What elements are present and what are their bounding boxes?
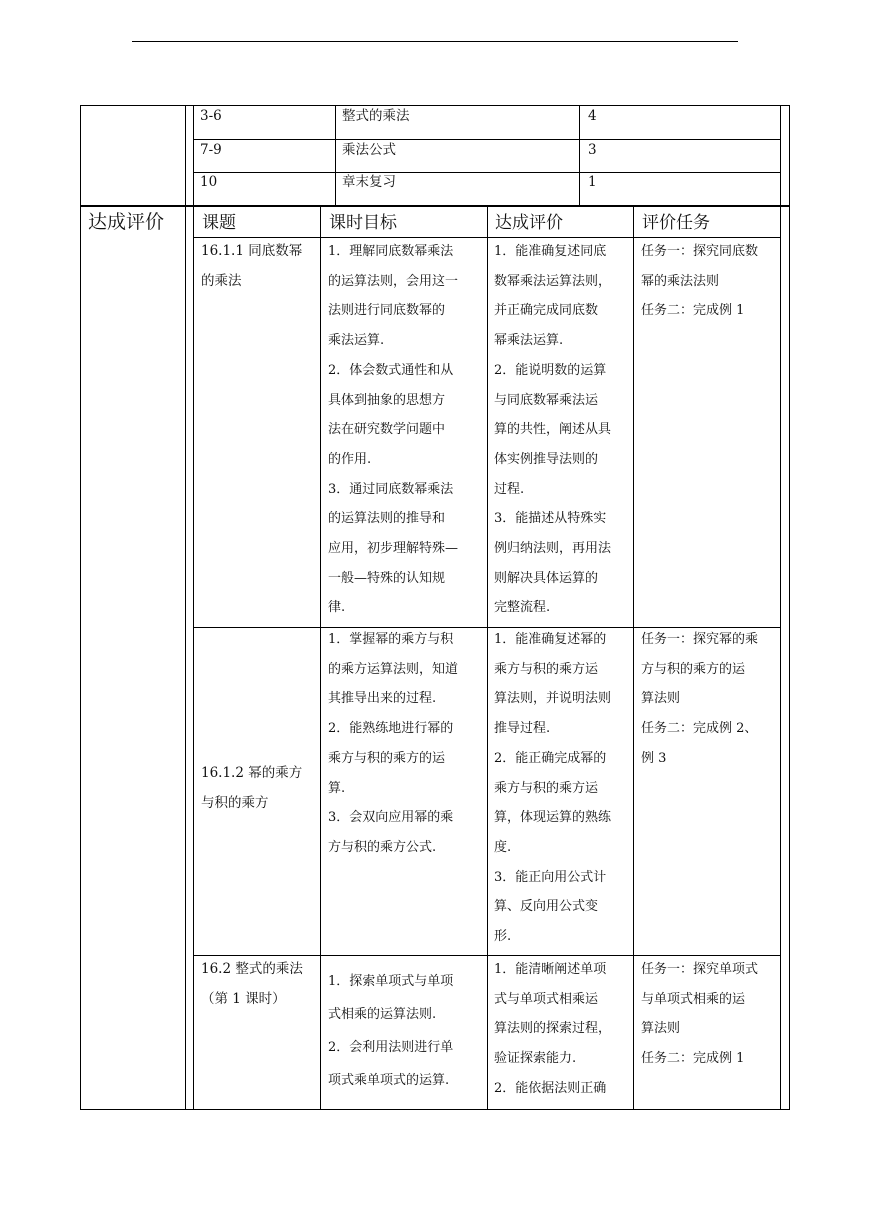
schedule-hours: 1 [588,174,597,190]
table-vline [193,105,194,1110]
cell-line: 3．能描述从特殊实 [494,511,607,527]
cell-line: 16.1.1 同底数幂 [201,243,303,259]
table-hline [193,172,780,173]
cell-line: 其推导出来的过程. [328,691,437,707]
cell-line: 算法则，并说明法则 [494,691,612,707]
schedule-hours: 3 [588,142,597,158]
cell-line: 并正确完成同底数 [494,303,599,319]
cell-line: 1．能准确复述幂的 [494,632,607,647]
goals-cell [328,625,458,863]
cell-line: 数幂乘法运算法则， [494,273,612,289]
cell-line: 的乘法 [201,272,242,289]
cell-line: 2．能说明数的运算 [494,362,607,378]
cell-line: 任务一：探究同底数 [641,244,759,259]
cell-line: 16.1.2 幂的乘方 [201,765,303,781]
schedule-topic: 章末复习 [342,174,396,190]
cell-line: 1．掌握幂的乘方与积 [328,632,454,647]
cell-line: 1．理解同底数幂乘法 [328,244,454,259]
cell-line: 与积的乘方 [201,794,269,811]
cell-line: 过程. [494,481,525,497]
cell-line: 形. [494,929,512,945]
table-vline [320,205,321,1110]
cell-line: 乘方与积的乘方的运 [328,750,446,766]
cell-line: 式与单项式相乘运 [494,991,599,1007]
cell-line: 16.2 整式的乘法 [201,961,303,977]
cell-line: 方与积的乘方公式. [328,839,437,855]
table-vline [780,205,781,1110]
cell-line: （第 1 课时） [201,990,286,1007]
cell-line: 方与积的乘方的运 [641,661,746,677]
cell-line: 算法则的探索过程， [494,1021,612,1037]
section-label: 达成评价 [88,211,165,233]
goals-cell [328,965,453,1097]
cell-line: 应用，初步理解特殊— [328,541,459,557]
cell-line: 任务一：探究幂的乘 [641,632,759,647]
cell-line: 2．能依据法则正确 [494,1080,607,1096]
cell-line: 推导过程. [494,721,551,737]
cell-line: 算法则 [641,1021,681,1037]
cell-line: 3．通过同底数幂乘法 [328,481,454,497]
cell-line: 的运算法则，会用这一 [328,273,459,289]
schedule-period: 10 [200,174,218,190]
table-hline [80,205,790,207]
schedule-topic: 乘法公式 [342,142,396,158]
evaluation-cell [494,237,611,623]
cell-line: 一般—特殊的认知规 [328,570,446,586]
cell-line: 完整流程. [494,600,551,616]
cell-line: 幂乘法运算. [494,333,564,349]
cell-line: 与同底数幂乘法运 [494,392,599,408]
cell-line: 例 3 [641,750,667,766]
header-rule [132,41,738,42]
cell-line: 乘方与积的乘方运 [494,661,599,677]
cell-line: 任务二：完成例 1 [641,1051,745,1067]
cell-line: 3．能正向用公式计 [494,869,607,885]
cell-line: 与单项式相乘的运 [641,991,746,1007]
table-hline [193,139,780,140]
evaluation-cell [494,955,611,1104]
column-header: 评价任务 [642,213,710,233]
cell-line: 的乘方运算法则，知道 [328,661,459,677]
cell-line: 算法则 [641,691,681,707]
table-vline [780,105,781,205]
column-header: 课题 [202,213,236,233]
cell-line: 算的共性，阐述从具 [494,422,612,438]
cell-line: 任务二：完成例 2、 [641,721,758,737]
cell-line: 度. [494,839,512,855]
cell-line: 验证探索能力. [494,1051,577,1067]
column-header: 达成评价 [495,213,563,233]
schedule-period: 3-6 [200,108,222,124]
schedule-topic: 整式的乘法 [342,108,410,124]
cell-line: 1．能清晰阐述单项 [494,962,607,977]
goals-cell [328,237,458,623]
cell-line: 任务二：完成例 1 [641,303,745,319]
cell-line: 具体到抽象的思想方 [328,392,446,408]
cell-line: 算，体现运算的熟练 [494,810,612,826]
table-vline [335,105,336,205]
table-vline [487,205,488,1110]
cell-line: 1．探索单项式与单项 [328,974,454,989]
table-vline [185,105,186,1110]
lesson-cell [201,237,302,296]
cell-line: 算、反向用公式变 [494,899,599,915]
cell-line: 则解决具体运算的 [494,570,599,586]
cell-line: 项式乘单项式的运算. [328,1073,450,1088]
cell-line: 幂的乘法法则 [641,273,720,289]
cell-line: 2．能正确完成幂的 [494,750,607,766]
cell-line: 算. [328,780,346,796]
lesson-cell [201,759,302,818]
cell-line: 2．体会数式通性和从 [328,362,454,378]
lesson-cell [201,955,303,1014]
cell-line: 2．能熟练地进行幂的 [328,721,454,737]
cell-line: 1．能准确复述同底 [494,244,607,259]
cell-line: 例归纳法则，再用法 [494,541,612,557]
tasks-cell [641,625,758,774]
cell-line: 法则进行同底数幂的 [328,303,446,319]
schedule-hours: 4 [588,108,597,124]
evaluation-cell [494,625,611,952]
cell-line: 任务一：探究单项式 [641,962,759,977]
cell-line: 3．会双向应用幂的乘 [328,810,454,826]
cell-line: 的运算法则的推导和 [328,511,446,527]
cell-line: 体实例推导法则的 [494,451,599,467]
cell-line: 的作用. [328,451,372,467]
cell-line: 乘法运算. [328,333,385,349]
table-vline [579,105,580,205]
cell-line: 律. [328,600,346,616]
cell-line: 乘方与积的乘方运 [494,780,599,796]
tasks-cell [641,237,758,326]
cell-line: 2．会利用法则进行单 [328,1040,454,1055]
column-header: 课时目标 [329,213,397,233]
schedule-period: 7-9 [200,142,222,158]
cell-line: 式相乘的运算法则. [328,1007,437,1022]
tasks-cell [641,955,758,1074]
cell-line: 法在研究数学问题中 [328,422,446,438]
table-vline [633,205,634,1110]
